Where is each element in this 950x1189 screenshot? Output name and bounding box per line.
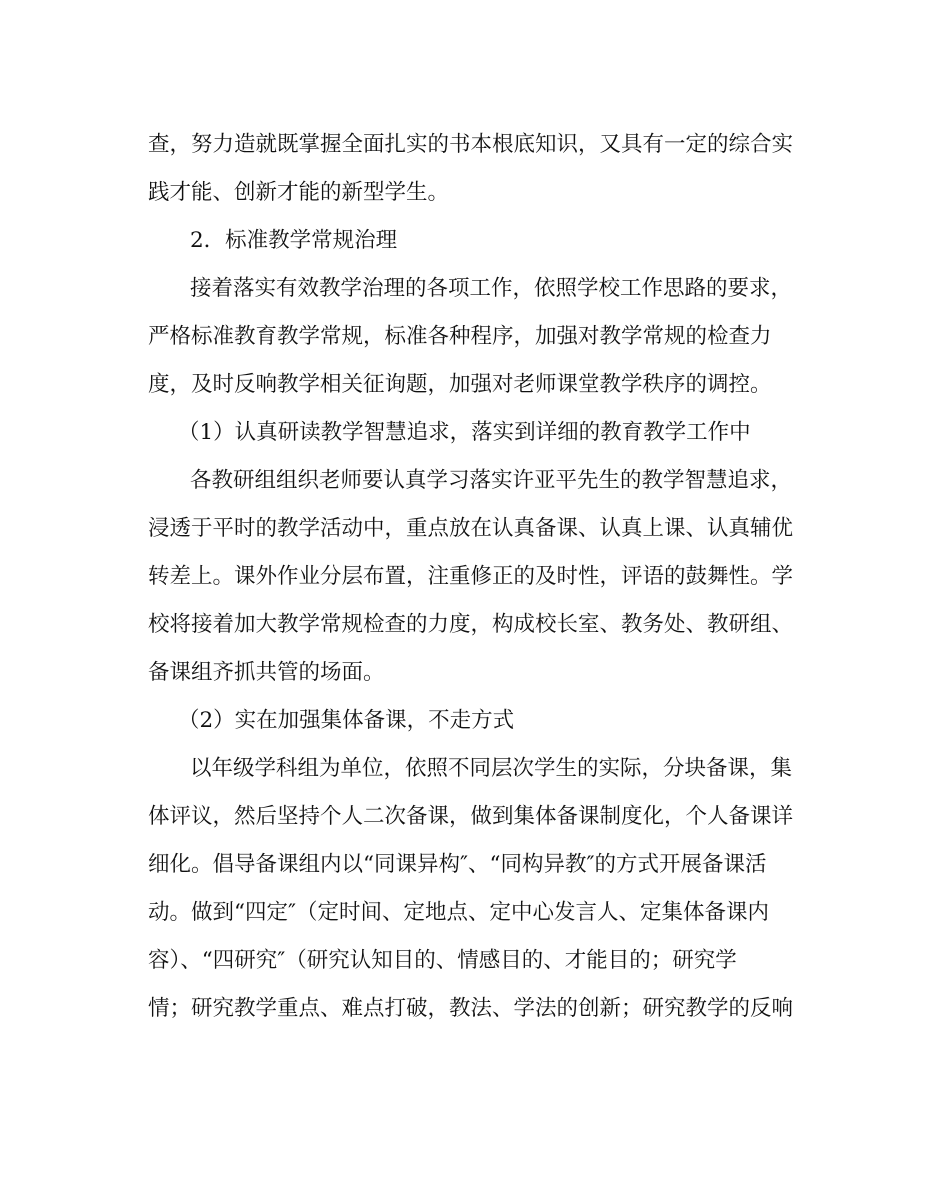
text-line-8: 各教研组组织老师要认真学习落实许亚平先生的教学智慧追求， <box>190 468 793 493</box>
text-line-12: 备课组齐抓共管的场面。 <box>148 660 385 685</box>
text-line-14: 以年级学科组为单位，依照不同层次学生的实际，分块备课，集 <box>190 756 793 781</box>
text-line-15: 体评议，然后坚持个人二次备课，做到集体备课制度化，个人备课详 <box>148 804 794 829</box>
text-line-11: 校将接着加大教学常规检查的力度，构成校长室、教务处、教研组、 <box>148 612 794 637</box>
text-line-2: 践才能、创新才能的新型学生。 <box>148 180 450 205</box>
section-heading: 2．标准教学常规治理 <box>190 228 398 253</box>
text-line-16: 细化。倡导备课组内以“同课异构″、“同构异教″的方式开展备课活 <box>148 852 767 877</box>
text-line-5: 严格标准教育教学常规，标准各种程序，加强对教学常规的检查力 <box>148 324 772 349</box>
text-line-10: 转差上。课外作业分层布置，注重修正的及时性，评语的鼓舞性。学 <box>148 564 794 589</box>
text-line-18: 容）、“四研究″（研究认知目的、情感目的、才能目的；研究学 <box>148 948 737 973</box>
text-line-1: 查，努力造就既掌握全面扎实的书本根底知识，又具有一定的综合实 <box>148 132 794 157</box>
subheading-2: （2）实在加强集体备课，不走方式 <box>178 708 515 733</box>
text-line-6: 度，及时反响教学相关征询题，加强对老师课堂教学秩序的调控。 <box>148 372 772 397</box>
text-line-19: 情；研究教学重点、难点打破，教法、学法的创新；研究教学的反响 <box>148 996 794 1021</box>
text-line-9: 浸透于平时的教学活动中，重点放在认真备课、认真上课、认真辅优 <box>148 516 794 541</box>
text-line-4: 接着落实有效教学治理的各项工作，依照学校工作思路的要求， <box>190 276 793 301</box>
text-line-17: 动。做到“四定″（定时间、定地点、定中心发言人、定集体备课内 <box>148 900 770 925</box>
subheading-1: （1）认真研读教学智慧追求，落实到详细的教育教学工作中 <box>178 420 751 445</box>
